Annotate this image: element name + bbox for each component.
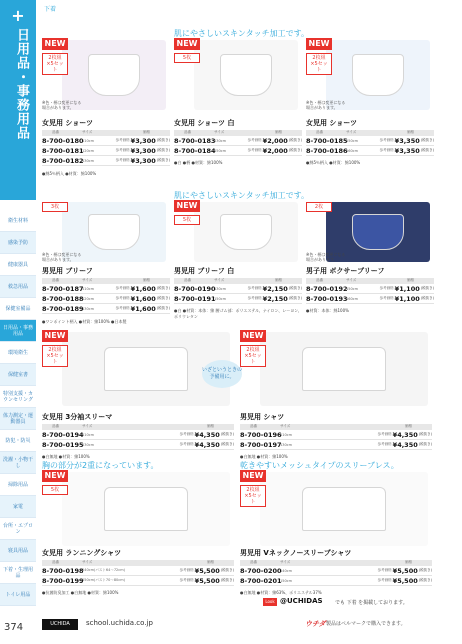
price-prefix: 参考価格 xyxy=(179,432,194,436)
product-code: 8-700-0192 xyxy=(306,284,348,293)
tax-note: (税抜き) xyxy=(288,286,302,290)
price-prefix: 参考価格 xyxy=(115,158,130,162)
table-header-cell: 価格 xyxy=(407,130,414,134)
product-size: 160cm xyxy=(346,148,359,153)
rail-item[interactable]: 防犯・防災 xyxy=(0,430,36,452)
product-size: 140cm(バスト64〜72cm) xyxy=(82,568,125,572)
price-prefix: 参考価格 xyxy=(377,578,392,582)
tax-note: (税抜き) xyxy=(418,568,432,572)
product-code: 8-700-0198 xyxy=(42,566,84,575)
product-price: ¥4,350 xyxy=(194,430,220,439)
product-size: 110cm xyxy=(82,138,95,143)
quantity-badge: 2枚 xyxy=(306,202,332,212)
price-prefix: 参考価格 xyxy=(379,286,394,290)
price-table xyxy=(306,130,434,156)
rail-list xyxy=(0,210,36,606)
product-price: ¥3,300 xyxy=(130,156,156,165)
rail-item[interactable]: 健康器具 xyxy=(0,254,36,276)
tax-note: (税抜き) xyxy=(220,442,234,446)
table-header-cell: 価格 xyxy=(275,278,282,282)
tax-note: (税抜き) xyxy=(156,286,170,290)
footer-note: 製品はペルマークで購入できます。 xyxy=(326,621,406,627)
product-name: 男児用 ブリーフ xyxy=(42,267,93,275)
table-header-cell: 価格 xyxy=(405,560,412,564)
table-header-cell: 価格 xyxy=(407,278,414,282)
product-size: 150cm xyxy=(214,148,227,153)
price-prefix: 参考価格 xyxy=(115,286,130,290)
tax-note: (税抜き) xyxy=(220,432,234,436)
product-price: ¥3,300 xyxy=(130,146,156,155)
product-size: 130cm xyxy=(280,442,293,447)
product-name: 女児用 ショーツ 白 xyxy=(174,119,235,127)
product-name: 男児用 シャツ xyxy=(240,413,285,421)
product-size: 150cm xyxy=(214,296,227,301)
tax-note: (税抜き) xyxy=(420,296,434,300)
product-size: 110cm xyxy=(82,432,95,437)
tax-note: (税抜き) xyxy=(288,148,302,152)
table-header-cell: 価格 xyxy=(275,130,282,134)
product-spec: ●綿5％柄入 ●材質：綿100% xyxy=(306,160,361,165)
tax-note: (税抜き) xyxy=(156,148,170,152)
rail-item[interactable]: 下着・生理用品 xyxy=(0,562,36,584)
table-row xyxy=(42,156,170,166)
tax-note: (税抜き) xyxy=(156,306,170,310)
product-name: 女児用 ショーツ xyxy=(306,119,358,127)
product-code: 8-700-0193 xyxy=(306,294,348,303)
tax-note: (税抜き) xyxy=(220,568,234,572)
product-size: 130cm xyxy=(214,286,227,291)
product-name: 男児用 Vネックノースリーブシャツ xyxy=(240,549,352,557)
rail-item[interactable]: 家電 xyxy=(0,496,36,518)
price-prefix: 参考価格 xyxy=(377,568,392,572)
new-badge: NEW xyxy=(42,470,68,482)
table-row xyxy=(42,430,234,440)
product-price: ¥1,600 xyxy=(130,284,156,293)
price-table xyxy=(306,278,434,304)
garment-shape xyxy=(352,214,404,250)
rail-item[interactable]: 台所・エプロン xyxy=(0,518,36,540)
table-header-cell: 価格 xyxy=(143,130,150,134)
callout-bubble: いざというときの予備用に。 xyxy=(202,360,242,388)
table-row xyxy=(306,146,434,156)
price-prefix: 参考価格 xyxy=(247,138,262,142)
price-prefix: 参考価格 xyxy=(115,148,130,152)
table-header-cell: サイズ xyxy=(214,278,225,282)
tax-note: (税抜き) xyxy=(288,138,302,142)
product-size: 150cm(バスト70〜80cm) xyxy=(82,578,125,582)
product-price: ¥3,350 xyxy=(394,136,420,145)
rail-item[interactable]: 衛生材料 xyxy=(0,210,36,232)
tax-note: (税抜き) xyxy=(418,442,432,446)
rail-item[interactable]: 掃除用品 xyxy=(0,474,36,496)
tax-note: (税抜き) xyxy=(288,296,302,300)
product-spec: ●白 ●材質：本体：綿 腰ゴム部：ポリエステル、ナイロン、レーヨン、ポリウレタン xyxy=(174,308,302,319)
rail-item[interactable]: 感染予防 xyxy=(0,232,36,254)
product-code: 8-700-0186 xyxy=(306,146,348,155)
table-row xyxy=(42,440,234,450)
product-size: 150cm xyxy=(346,138,359,143)
table-header-cell: 価格 xyxy=(207,424,214,428)
new-badge: NEW xyxy=(240,330,266,342)
category-rail xyxy=(0,0,36,644)
product-headline: 胸の部分が2重になっています。 xyxy=(42,461,159,470)
product-code: 8-700-0185 xyxy=(306,136,348,145)
look-brand: @UCHIDAS xyxy=(280,597,323,605)
price-table xyxy=(42,424,234,450)
product-size: 130cm xyxy=(214,138,227,143)
product-price: ¥4,350 xyxy=(194,440,220,449)
product-headline: 乾きやすいメッシュタイプのスリーブレス。 xyxy=(240,461,399,470)
product-name: 女児用 3分袖スリーマ xyxy=(42,413,113,421)
product-spec: ●白無地 ●材質：綿100% xyxy=(42,454,90,459)
table-row xyxy=(174,136,302,146)
product-spec: ●ワンポイント柄入 ●材質：綿100% ●日本製 xyxy=(42,319,127,324)
product-code: 8-700-0194 xyxy=(42,430,84,439)
table-header-cell: 品番 xyxy=(250,424,257,428)
table-header-cell: サイズ xyxy=(346,130,357,134)
uchida-logo: UCHIDA xyxy=(42,619,78,630)
product-size: 130cm xyxy=(82,442,95,447)
product-name: 男子用 ボクサーブリーフ xyxy=(306,267,385,275)
product-code: 8-700-0183 xyxy=(174,136,216,145)
product-price: ¥3,300 xyxy=(130,136,156,145)
new-badge: NEW xyxy=(42,38,68,50)
table-header-cell: 品番 xyxy=(184,130,191,134)
product-code: 8-700-0201 xyxy=(240,576,282,585)
rail-item[interactable]: 日用品・事務用品 xyxy=(0,320,36,342)
product-price: ¥1,600 xyxy=(130,304,156,313)
price-table xyxy=(42,278,170,314)
product-price: ¥1,100 xyxy=(394,284,420,293)
product-code: 8-700-0180 xyxy=(42,136,84,145)
product-size: 120cm xyxy=(82,148,95,153)
tax-note: (税抜き) xyxy=(156,158,170,162)
product-size: 160cm xyxy=(346,296,359,301)
product-code: 8-700-0182 xyxy=(42,156,84,165)
plus-icon: + xyxy=(11,6,25,25)
table-row xyxy=(306,136,434,146)
product-code: 8-700-0189 xyxy=(42,304,84,313)
product-price: ¥2,150 xyxy=(262,294,288,303)
product-spec: ●材質：本体：綿100% xyxy=(306,308,349,313)
table-row xyxy=(240,576,432,586)
table-header-cell: サイズ xyxy=(82,424,93,428)
price-table xyxy=(174,278,302,304)
price-prefix: 参考価格 xyxy=(379,138,394,142)
product-code: 8-700-0200 xyxy=(240,566,282,575)
quantity-badge: 2枚組×5セット xyxy=(240,345,266,367)
garment-shape xyxy=(220,214,272,250)
rail-item[interactable]: 特別支援・カウンセリング xyxy=(0,386,36,408)
product-price: ¥1,600 xyxy=(130,294,156,303)
table-header-cell: サイズ xyxy=(346,278,357,282)
tax-note: (税抜き) xyxy=(220,578,234,582)
table-row xyxy=(174,294,302,304)
footer-brand: ウチダ xyxy=(305,620,326,628)
product-code: 8-700-0195 xyxy=(42,440,84,449)
tax-note: (税抜き) xyxy=(420,286,434,290)
table-header-cell: 品番 xyxy=(316,278,323,282)
tax-note: (税抜き) xyxy=(418,432,432,436)
product-size: 110cm xyxy=(82,286,95,291)
garment-shape xyxy=(220,54,272,96)
product-spec: ●白 ●柄 ●材質：綿100% xyxy=(174,160,223,165)
rail-title: 日用品・事務用品 xyxy=(14,28,29,140)
table-row xyxy=(42,136,170,146)
product-size: 130cm xyxy=(82,306,95,311)
table-row xyxy=(306,284,434,294)
price-prefix: 参考価格 xyxy=(115,138,130,142)
tax-note: (税抜き) xyxy=(420,138,434,142)
quantity-badge: 5枚 xyxy=(174,53,200,63)
rail-header xyxy=(0,0,36,200)
product-code: 8-700-0197 xyxy=(240,440,282,449)
product-name: 女児用 ランニングシャツ xyxy=(42,549,122,557)
table-header-cell: 品番 xyxy=(52,424,59,428)
price-table xyxy=(240,424,432,450)
table-row xyxy=(240,440,432,450)
price-prefix: 参考価格 xyxy=(247,286,262,290)
price-prefix: 参考価格 xyxy=(247,148,262,152)
table-header-cell: サイズ xyxy=(280,424,291,428)
table-row xyxy=(42,294,170,304)
product-price: ¥2,000 xyxy=(262,146,288,155)
product-size: 120cm xyxy=(82,296,95,301)
price-prefix: 参考価格 xyxy=(115,306,130,310)
product-code: 8-700-0188 xyxy=(42,294,84,303)
price-table xyxy=(174,130,302,156)
table-row xyxy=(42,576,234,586)
product-code: 8-700-0184 xyxy=(174,146,216,155)
garment-shape xyxy=(104,347,188,391)
product-code: 8-700-0190 xyxy=(174,284,216,293)
table-row xyxy=(306,294,434,304)
table-header-cell: 価格 xyxy=(207,560,214,564)
rail-item[interactable]: 環境衛生 xyxy=(0,342,36,364)
table-row xyxy=(42,566,234,576)
table-header-cell: サイズ xyxy=(280,560,291,564)
product-code: 8-700-0196 xyxy=(240,430,282,439)
look-text: でも 下着 を掲載しております。 xyxy=(335,600,408,606)
product-size: 110cm xyxy=(280,432,293,437)
price-prefix: 参考価格 xyxy=(179,442,194,446)
table-row xyxy=(174,284,302,294)
product-price: ¥1,100 xyxy=(394,294,420,303)
product-spec: ●抗菌防臭加工 ●白無地 ●材質：綿100% xyxy=(42,590,119,595)
garment-shape xyxy=(302,347,386,391)
product-price: ¥5,500 xyxy=(194,576,220,585)
product-code: 8-700-0181 xyxy=(42,146,84,155)
rail-item[interactable]: トイレ用品 xyxy=(0,584,36,606)
tax-note: (税抜き) xyxy=(156,138,170,142)
table-header-cell: 品番 xyxy=(52,278,59,282)
price-prefix: 参考価格 xyxy=(379,148,394,152)
product-price: ¥5,500 xyxy=(392,576,418,585)
product-size: 150cm xyxy=(280,578,293,583)
garment-shape xyxy=(88,54,140,96)
product-price: ¥2,150 xyxy=(262,284,288,293)
product-price: ¥3,350 xyxy=(394,146,420,155)
rail-item[interactable]: 保健室書 xyxy=(0,364,36,386)
quantity-badge: 2枚組×5セット xyxy=(42,53,68,75)
table-row xyxy=(42,284,170,294)
table-row xyxy=(174,146,302,156)
product-headline: 肌にやさしいスキンタッチ加工です。 xyxy=(174,191,309,200)
table-header-cell: 品番 xyxy=(52,560,59,564)
table-header-cell: サイズ xyxy=(82,278,93,282)
price-prefix: 参考価格 xyxy=(377,442,392,446)
quantity-badge: 5枚 xyxy=(174,215,200,225)
table-header-cell: 品番 xyxy=(250,560,257,564)
product-name: 男児用 ブリーフ 白 xyxy=(174,267,235,275)
rail-item[interactable]: 体力測定・運動器具 xyxy=(0,408,36,430)
product-note: ※色・柄は変更になる場合があります。 xyxy=(306,252,346,262)
product-code: 8-700-0187 xyxy=(42,284,84,293)
rail-item[interactable]: 寝具用品 xyxy=(0,540,36,562)
product-code: 8-700-0191 xyxy=(174,294,216,303)
product-price: ¥4,350 xyxy=(392,440,418,449)
garment-shape xyxy=(302,487,386,531)
product-price: ¥4,350 xyxy=(392,430,418,439)
tax-note: (税抜き) xyxy=(418,578,432,582)
product-spec: ●白無地 ●材質：綿100% xyxy=(240,454,288,459)
new-badge: NEW xyxy=(42,330,68,342)
product-spec: ●白無地 ●材質：綿63%、ポリエステル37% xyxy=(240,590,322,595)
new-badge: NEW xyxy=(174,38,200,50)
product-size: 150cm xyxy=(346,286,359,291)
tax-note: (税抜き) xyxy=(420,148,434,152)
table-header-cell: サイズ xyxy=(82,130,93,134)
table-header-cell: 品番 xyxy=(52,130,59,134)
price-prefix: 参考価格 xyxy=(179,578,194,582)
table-header-cell: 価格 xyxy=(143,278,150,282)
table-header-cell: 価格 xyxy=(405,424,412,428)
product-price: ¥5,500 xyxy=(392,566,418,575)
table-row xyxy=(42,146,170,156)
product-note: ※色・柄は変更になる場合があります。 xyxy=(306,100,346,110)
price-table xyxy=(42,130,170,166)
price-prefix: 参考価格 xyxy=(247,296,262,300)
garment-shape xyxy=(88,214,140,250)
new-badge: NEW xyxy=(240,470,266,482)
price-prefix: 参考価格 xyxy=(179,568,194,572)
new-badge: NEW xyxy=(174,200,200,212)
quantity-badge: 5枚 xyxy=(42,485,68,495)
price-prefix: 参考価格 xyxy=(379,296,394,300)
table-header-cell: 品番 xyxy=(316,130,323,134)
product-code: 8-700-0199 xyxy=(42,576,84,585)
quantity-badge: 2枚組×5セット xyxy=(42,345,68,367)
table-header-cell: 品番 xyxy=(184,278,191,282)
price-table xyxy=(42,560,234,586)
page-number: 374 xyxy=(4,622,24,633)
table-row xyxy=(240,566,432,576)
footer-url[interactable]: school.uchida.co.jp xyxy=(86,619,153,627)
quantity-badge: 2枚組×5セット xyxy=(306,53,332,75)
look-badge: Look xyxy=(263,598,277,606)
table-header-cell: サイズ xyxy=(214,130,225,134)
product-size: 130cm xyxy=(82,158,95,163)
garment-shape xyxy=(104,487,188,531)
tax-note: (税抜き) xyxy=(156,296,170,300)
product-spec: ●綿5％柄入 ●材質：綿100% xyxy=(42,171,97,176)
garment-shape xyxy=(352,54,404,96)
product-note: ※色・柄は変更になる場合があります。 xyxy=(42,252,82,262)
product-price: ¥2,000 xyxy=(262,136,288,145)
price-table xyxy=(240,560,432,586)
product-name: 女児用 ショーツ xyxy=(42,119,94,127)
price-prefix: 参考価格 xyxy=(377,432,392,436)
product-price: ¥5,500 xyxy=(194,566,220,575)
table-header-cell: サイズ xyxy=(82,560,93,564)
quantity-badge: 3枚 xyxy=(42,202,68,212)
rail-item[interactable]: 洗濯・小物干し xyxy=(0,452,36,474)
rail-item[interactable]: 救急用品 xyxy=(0,276,36,298)
rail-item[interactable]: 保健室備品 xyxy=(0,298,36,320)
product-note: ※色・柄は変更になる場合があります。 xyxy=(42,100,82,110)
table-row xyxy=(240,430,432,440)
quantity-badge: 2枚組×5セット xyxy=(240,485,266,507)
new-badge: NEW xyxy=(306,38,332,50)
category-label: 下着 xyxy=(44,6,57,13)
table-row xyxy=(42,304,170,314)
product-headline: 肌にやさしいスキンタッチ加工です。 xyxy=(174,29,309,38)
product-size: 140cm xyxy=(280,568,293,573)
price-prefix: 参考価格 xyxy=(115,296,130,300)
